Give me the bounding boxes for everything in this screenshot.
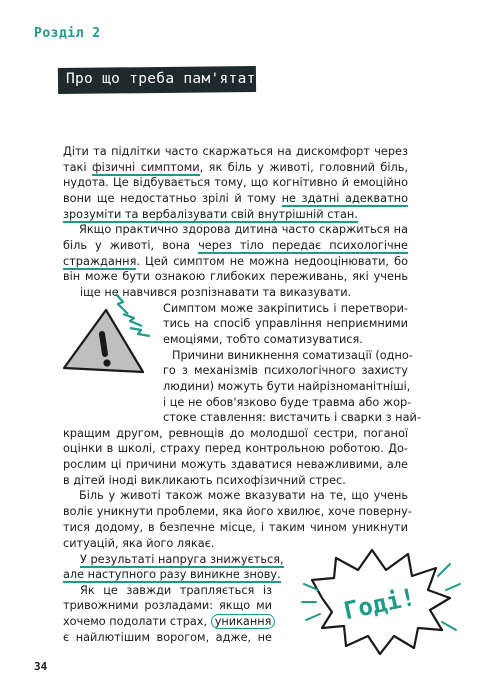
text-line xyxy=(63,457,408,472)
text-line xyxy=(63,598,272,613)
text-run: людини) можуть бути найрізноманітніші, xyxy=(163,380,411,393)
text-line xyxy=(63,144,408,159)
text-run: Симптом може закріпитись і перетвори- xyxy=(163,302,408,315)
text-line xyxy=(63,520,408,535)
text-line xyxy=(63,160,408,175)
text-line xyxy=(63,614,272,629)
text-run: і це не обов'язково буде травма або жор- xyxy=(163,396,412,409)
text-run: рослим ці причини можуть здаватися неважливими, але xyxy=(63,458,408,471)
enough-speech-bubble-icon xyxy=(300,540,465,660)
text-line xyxy=(163,379,411,394)
text-run: тривожними розладами: якщо ми xyxy=(63,599,272,612)
text-line xyxy=(163,410,421,425)
underlined-phrase: але наступного разу виникне знову. xyxy=(63,568,281,581)
underlined-phrase: через тіло передає психологічне xyxy=(198,239,408,252)
text-line xyxy=(63,473,346,488)
text-line xyxy=(63,630,272,645)
text-line xyxy=(80,583,272,598)
text-line xyxy=(63,441,408,456)
underlined-phrase: У результаті напруга знижується, xyxy=(80,553,284,566)
page-number: 34 xyxy=(34,660,48,673)
text-line xyxy=(79,222,408,237)
text-run: Як це завжди трапляється із xyxy=(80,584,272,597)
underlined-phrase: фізичні симптоми xyxy=(91,161,200,174)
text-line xyxy=(63,191,408,206)
text-run: Якщо практично здорова дитина часто скаржиться на xyxy=(79,223,408,236)
text-run: тися додому, в безпечне місце, і таким чином уникнути xyxy=(63,521,408,534)
text-run: емоціями, тобто соматизуватися. xyxy=(163,333,363,346)
text-run: в дітей іноді викликають психофізичний стрес. xyxy=(63,474,346,487)
text-run: є найлютішим ворогом, адже, не xyxy=(63,631,272,644)
text-line xyxy=(163,301,408,316)
text-line xyxy=(63,426,408,441)
text-run: стоке ставлення: вистачить і сварки з най- xyxy=(163,411,421,424)
text-run: . Цей симптом не можна недооцінювати, бо xyxy=(136,255,408,268)
text-run: такі xyxy=(63,161,92,174)
text-line xyxy=(79,488,408,503)
text-run: Діти та підлітки часто скаржаться на дискомфорт через xyxy=(63,145,408,158)
text-run: він може бути ознакою глибоких переживань, які учень xyxy=(63,270,408,283)
text-run: тись на спосіб управління неприємними xyxy=(163,317,408,330)
text-line xyxy=(172,348,413,363)
text-run: воліє уникнути проблеми, яка його хвилює, хоче поверну- xyxy=(63,505,412,518)
text-run: кращим другом, ревнощів до молодшої сестри, поганої xyxy=(63,427,408,440)
text-line xyxy=(63,238,408,253)
text-line xyxy=(63,175,408,190)
underlined-phrase: зрозуміти та вербалізувати свій внутрішній стан. xyxy=(63,208,358,221)
text-run: біль у животі, вона xyxy=(63,239,199,252)
text-run: го з механізмів психологічного захисту xyxy=(163,364,408,377)
underlined-phrase: не здатні адекватно xyxy=(281,192,408,205)
section-label: Розділ 2 xyxy=(34,26,101,41)
text-line xyxy=(163,332,363,347)
text-run: нудота. Це відбувається тому, що когнітивно й емоційно xyxy=(63,176,408,189)
text-run: вони ще недостатньо зрілі й тому xyxy=(63,192,282,205)
text-line xyxy=(163,395,412,410)
text-run: оцінки в школі, страху перед контрольною роботою. До- xyxy=(63,442,408,455)
warning-triangle-icon xyxy=(50,288,155,383)
text-line xyxy=(63,536,214,551)
text-run: ситуацій, яка його лякає. xyxy=(63,537,215,550)
text-line xyxy=(80,552,284,567)
text-run: , як біль у животі, головний біль, xyxy=(199,161,408,174)
page-title: Про що треба пам'ятати xyxy=(66,71,265,87)
text-line xyxy=(63,207,358,222)
underlined-phrase: страждання xyxy=(63,255,137,268)
text-line xyxy=(63,254,408,269)
text-line xyxy=(163,363,408,378)
text-line xyxy=(63,269,408,284)
text-run: хочемо подолати страх, xyxy=(63,615,211,628)
text-run: Причини виникнення соматизації (одно- xyxy=(172,349,413,362)
text-line xyxy=(163,316,408,331)
text-run: Біль у животі також може вказувати на те, що учень xyxy=(79,489,408,502)
text-line xyxy=(63,504,412,519)
circled-word: уникання xyxy=(211,614,276,629)
text-run: іще не навчився розпізнавати та виказувати. xyxy=(80,286,352,299)
text-line xyxy=(63,567,281,582)
sticker-text: Годі! xyxy=(341,582,418,626)
